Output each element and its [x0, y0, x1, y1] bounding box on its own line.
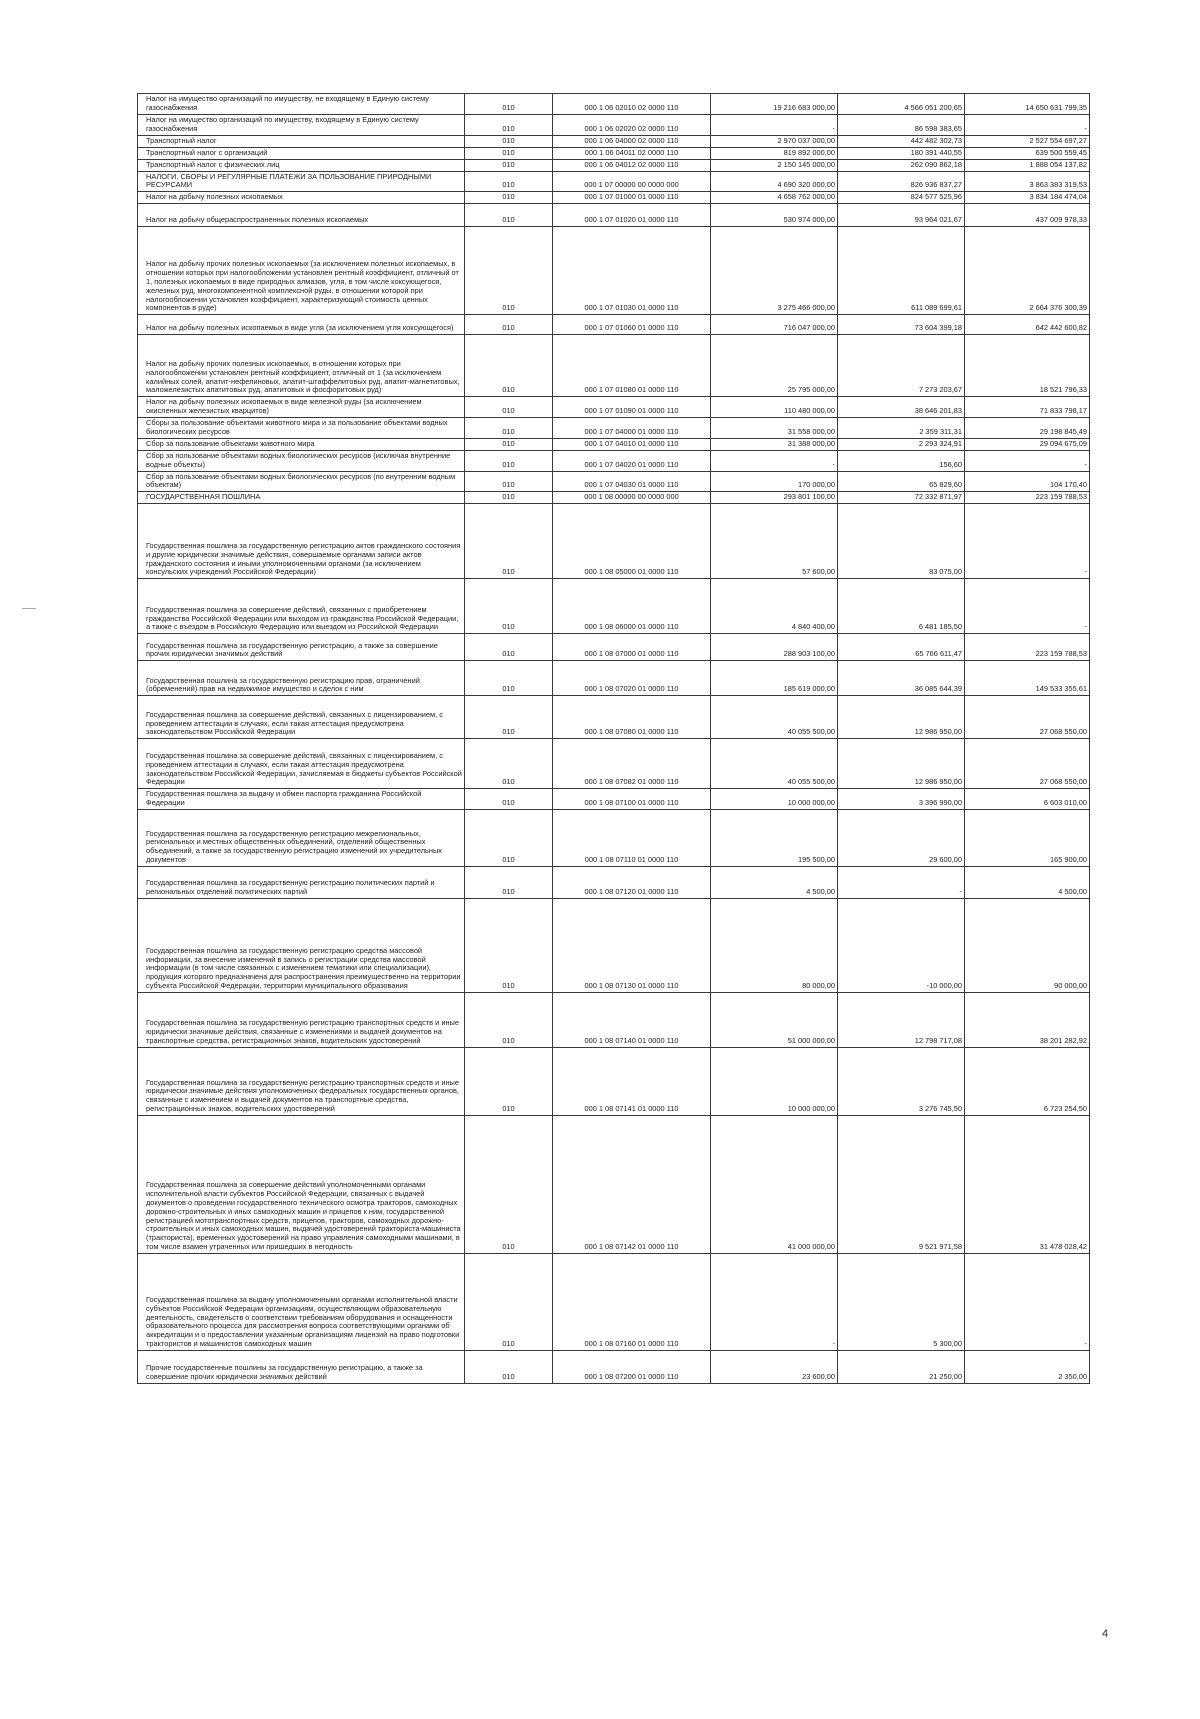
table-body	[138, 94, 1090, 1384]
row-executed-cell: -	[838, 867, 965, 899]
table-row	[138, 789, 1090, 810]
row-assigned-cell: 195 500,00	[711, 810, 838, 867]
row-name-cell	[138, 227, 465, 315]
row-kbk-cell: 000 1 08 07140 01 0000 110	[553, 993, 711, 1048]
row-assigned-cell: 170 000,00	[711, 471, 838, 492]
row-name-cell	[138, 135, 465, 147]
row-name-text: Налог на имущество организаций по имуществу, входящему в Единую систему газоснабжения	[146, 114, 419, 133]
row-unexecuted-cell: 2 664 376 300,39	[965, 227, 1090, 315]
row-kbk-cell: 000 1 06 04011 02 0000 110	[553, 147, 711, 159]
row-name-cell	[138, 867, 465, 899]
row-name-cell	[138, 335, 465, 397]
row-name-text: Налог на добычу полезных ископаемых	[146, 192, 283, 202]
row-assigned-cell: 40 055 500,00	[711, 739, 838, 789]
table-row	[138, 450, 1090, 471]
row-code-cell: 010	[465, 471, 553, 492]
row-unexecuted-cell: 639 500 559,45	[965, 147, 1090, 159]
row-name-cell	[138, 159, 465, 171]
row-unexecuted-cell: 6 603 010,00	[965, 789, 1090, 810]
row-assigned-cell: 31 388 000,00	[711, 438, 838, 450]
row-name-text: Государственная пошлина за государственную регистрацию, а также за совершение прочих юридически значимых действий	[146, 640, 438, 659]
row-unexecuted-cell: 223 159 788,53	[965, 492, 1090, 504]
row-assigned-cell: 530 974 000,00	[711, 204, 838, 227]
row-assigned-cell: -	[711, 1254, 838, 1351]
table-row	[138, 1048, 1090, 1116]
row-code-cell: 010	[465, 504, 553, 579]
table-row	[138, 438, 1090, 450]
row-assigned-cell: 4 840 400,00	[711, 579, 838, 634]
row-name-cell	[138, 579, 465, 634]
row-code-cell: 010	[465, 1351, 553, 1384]
row-name-cell	[138, 1048, 465, 1116]
row-code-cell: 010	[465, 696, 553, 739]
row-name-text: Государственная пошлина за совершение действий, связанных с лицензированием, с проведением аттестации в случаях, если такая аттестация предусмотрена законодательством Российской Федерации	[146, 709, 443, 737]
table-row	[138, 899, 1090, 993]
row-unexecuted-cell: 29 198 845,49	[965, 418, 1090, 439]
row-code-cell: 010	[465, 335, 553, 397]
row-unexecuted-cell: 3 863 383 319,53	[965, 171, 1090, 192]
row-name-text: Налог на добычу полезных ископаемых в виде угля (за исключением угля коксующегося)	[146, 323, 454, 333]
row-assigned-cell: 41 000 000,00	[711, 1116, 838, 1254]
row-code-cell: 010	[465, 204, 553, 227]
row-unexecuted-cell: 27 068 550,00	[965, 739, 1090, 789]
row-name-cell	[138, 1351, 465, 1384]
row-name-text: Налог на добычу общераспространенных полезных ископаемых	[146, 215, 369, 225]
row-name-text: Государственная пошлина за государственную регистрацию прав, ограничений (обременений) прав на недвижимое имущество и сделок с ним	[146, 675, 420, 694]
report-table-container	[137, 93, 1089, 1384]
row-name-cell	[138, 634, 465, 661]
row-assigned-cell: 57 600,00	[711, 504, 838, 579]
row-code-cell: 010	[465, 135, 553, 147]
row-code-cell: 010	[465, 899, 553, 993]
row-executed-cell: 9 521 971,58	[838, 1116, 965, 1254]
row-unexecuted-cell: 3 834 184 474,04	[965, 192, 1090, 204]
row-name-cell	[138, 315, 465, 335]
row-kbk-cell: 000 1 06 02020 02 0000 110	[553, 114, 711, 135]
row-kbk-cell: 000 1 07 04000 01 0000 110	[553, 418, 711, 439]
row-name-text: Государственная пошлина за государственную регистрацию политических партий и региональных отделений политических партий	[146, 878, 435, 897]
row-executed-cell: 12 986 950,00	[838, 739, 965, 789]
row-executed-cell: 824 577 525,96	[838, 192, 965, 204]
table-row	[138, 227, 1090, 315]
row-executed-cell: 12 798 717,08	[838, 993, 965, 1048]
row-assigned-cell: 185 619 000,00	[711, 661, 838, 696]
row-executed-cell: 73 604 399,18	[838, 315, 965, 335]
table-row	[138, 504, 1090, 579]
row-unexecuted-cell: -	[965, 450, 1090, 471]
row-name-text: Налог на имущество организаций по имуществу, не входящему в Единую систему газоснабжения	[146, 94, 429, 112]
row-kbk-cell: 000 1 07 01020 01 0000 110	[553, 204, 711, 227]
row-name-text: Государственная пошлина за государственную регистрацию межрегиональных, региональных и местных общественных объединений, отделений общественных объединений, а также за государственную регистрацию изменений их учредительных документов	[146, 828, 442, 865]
row-assigned-cell: 4 500,00	[711, 867, 838, 899]
table-row	[138, 810, 1090, 867]
row-executed-cell: 65 766 611,47	[838, 634, 965, 661]
table-row	[138, 147, 1090, 159]
row-executed-cell: 86 598 383,65	[838, 114, 965, 135]
row-unexecuted-cell: 149 533 355,61	[965, 661, 1090, 696]
row-executed-cell: 5 300,00	[838, 1254, 965, 1351]
row-name-cell	[138, 696, 465, 739]
table-row	[138, 204, 1090, 227]
row-unexecuted-cell: -	[965, 1254, 1090, 1351]
row-unexecuted-cell: 437 009 978,33	[965, 204, 1090, 227]
row-name-text: Государственная пошлина за государственную регистрацию актов гражданского состояния и другие юридически значимые действия, совершаемые органами записи актов гражданского состояния и иными уполномоченными органами (за исключением консульских учреждений Российской Федерации)	[146, 540, 461, 577]
row-name-text: Налог на добычу прочих полезных ископаемых, в отношении которых при налогообложении установлен рентный коэффициент, отличный от 1 (за исключением калийных солей, апатит-нефелиновых, апатит-штаффелитовых руд, апатит-магнетитовых, маложелезистых апатитовых руд, апатитовых и фосфоритовых руд)	[146, 358, 460, 395]
table-row	[138, 135, 1090, 147]
row-name-text: Государственная пошлина за государственную регистрацию средства массовой информации, за внесение изменений в запись о регистрации средства массовой информации (в том числе связанных с изменением тематики или специализации), продукция которого предназначена для распространения преимущественно на территории субъекта Российской Федерации, территории муниципального образования	[146, 945, 461, 991]
row-name-text: Государственная пошлина за выдачу уполномоченными органами исполнительной власти субъектов Российской Федерации организациям, осуществляющим образовательную деятельность, свидетельств о соответствии требованиям оборудования и оснащенности образовательного процесса для рассмотрения вопроса соответствующими органами об аккредитации и о предоставлении указанным организациям лицензий на право подготовки трактористов и машинистов самоходных машин	[146, 1294, 460, 1349]
row-name-cell	[138, 661, 465, 696]
row-kbk-cell: 000 1 08 07160 01 0000 110	[553, 1254, 711, 1351]
row-executed-cell: 2 359 311,31	[838, 418, 965, 439]
table-row	[138, 114, 1090, 135]
table-row	[138, 94, 1090, 115]
row-assigned-cell: 819 892 000,00	[711, 147, 838, 159]
row-executed-cell: 12 986 950,00	[838, 696, 965, 739]
row-unexecuted-cell: -	[965, 504, 1090, 579]
row-name-text: Сбор за пользование объектами водных биологических ресурсов (по внутренним водным объектам)	[146, 471, 456, 490]
row-assigned-cell: -	[711, 450, 838, 471]
row-name-text: Прочие государственные пошлины за государственную регистрацию, а также за совершение прочих юридически значимых действий	[146, 1363, 423, 1382]
row-name-cell	[138, 739, 465, 789]
row-unexecuted-cell: 223 159 788,53	[965, 634, 1090, 661]
row-unexecuted-cell: 2 527 554 697,27	[965, 135, 1090, 147]
row-unexecuted-cell: -	[965, 114, 1090, 135]
row-executed-cell: 65 829,60	[838, 471, 965, 492]
row-kbk-cell: 000 1 08 07080 01 0000 110	[553, 696, 711, 739]
row-executed-cell: 29 600,00	[838, 810, 965, 867]
row-code-cell: 010	[465, 315, 553, 335]
row-unexecuted-cell: 27 068 550,00	[965, 696, 1090, 739]
row-executed-cell: 611 089 699,61	[838, 227, 965, 315]
table-row	[138, 1351, 1090, 1384]
table-row	[138, 171, 1090, 192]
row-assigned-cell: 2 970 037 000,00	[711, 135, 838, 147]
row-assigned-cell: 288 903 100,00	[711, 634, 838, 661]
margin-mark	[22, 608, 36, 609]
row-name-cell	[138, 94, 465, 115]
row-assigned-cell: 2 150 145 000,00	[711, 159, 838, 171]
row-unexecuted-cell: 165 900,00	[965, 810, 1090, 867]
row-executed-cell: 156,60	[838, 450, 965, 471]
row-code-cell: 010	[465, 867, 553, 899]
row-name-text: Государственная пошлина за выдачу и обмен паспорта гражданина Российской Федерации	[146, 789, 422, 808]
row-kbk-cell: 000 1 07 01090 01 0000 110	[553, 397, 711, 418]
table-row	[138, 335, 1090, 397]
table-row	[138, 634, 1090, 661]
row-unexecuted-cell: 31 478 028,42	[965, 1116, 1090, 1254]
row-kbk-cell: 000 1 08 07110 01 0000 110	[553, 810, 711, 867]
row-code-cell: 010	[465, 789, 553, 810]
row-name-text: Государственная пошлина за совершение действий, связанных с приобретением гражданства Российской Федерации или выходом из гражданства Российской Федерации, а также с въездом в Российскую Федерацию или выездом из Российской Федерации	[146, 604, 459, 632]
table-row	[138, 418, 1090, 439]
row-name-cell	[138, 397, 465, 418]
row-unexecuted-cell: -	[965, 579, 1090, 634]
row-executed-cell: 4 566 051 200,65	[838, 94, 965, 115]
row-name-cell	[138, 450, 465, 471]
row-kbk-cell: 000 1 08 07082 01 0000 110	[553, 739, 711, 789]
row-kbk-cell: 000 1 08 07142 01 0000 110	[553, 1116, 711, 1254]
row-executed-cell: 36 085 644,39	[838, 661, 965, 696]
row-assigned-cell: 31 558 000,00	[711, 418, 838, 439]
row-executed-cell: 6 481 185,50	[838, 579, 965, 634]
row-code-cell: 010	[465, 147, 553, 159]
row-code-cell: 010	[465, 438, 553, 450]
row-kbk-cell: 000 1 07 04010 01 0000 110	[553, 438, 711, 450]
row-executed-cell: 83 075,00	[838, 504, 965, 579]
row-code-cell: 010	[465, 397, 553, 418]
row-executed-cell: 442 482 302,73	[838, 135, 965, 147]
row-code-cell: 010	[465, 634, 553, 661]
row-unexecuted-cell: 2 350,00	[965, 1351, 1090, 1384]
row-executed-cell: 826 936 837,27	[838, 171, 965, 192]
row-unexecuted-cell: 29 094 675,09	[965, 438, 1090, 450]
row-unexecuted-cell: 14 650 631 799,35	[965, 94, 1090, 115]
row-executed-cell: 2 293 324,91	[838, 438, 965, 450]
table-row	[138, 192, 1090, 204]
table-row	[138, 315, 1090, 335]
row-unexecuted-cell: 1 888 054 137,82	[965, 159, 1090, 171]
row-assigned-cell: 19 216 683 000,00	[711, 94, 838, 115]
row-executed-cell: 3 396 990,00	[838, 789, 965, 810]
row-kbk-cell: 000 1 07 04030 01 0000 110	[553, 471, 711, 492]
row-unexecuted-cell: 4 500,00	[965, 867, 1090, 899]
row-name-text: Государственная пошлина за государственную регистрацию транспортных средств и иные юридически значимые действия уполномоченных федеральных государственных органов, связанные с изменением и выдачей документов на транспортные средства, регистрационных знаков, водительских удостоверений	[146, 1077, 459, 1114]
row-name-text: Сборы за пользование объектами животного мира и за пользование объектами водных биологических ресурсов	[146, 418, 448, 436]
row-name-cell	[138, 1254, 465, 1351]
row-assigned-cell: 4 658 762 000,00	[711, 192, 838, 204]
row-code-cell: 010	[465, 114, 553, 135]
row-name-text: Государственная пошлина за совершение действий уполномоченными органами исполнительной власти субъектов Российской Федерации, связанных с выдачей документов о проведении государственного технического осмотра тракторов, самоходных дорожно-строительных и иных самоходных машин и прицепов к ним, государственной регистрацией мототранспортных средств, прицепов, тракторов, самоходных дорожно-строительных и иных самоходных машин, выдачей удостоверений тракториста-машиниста (тракториста), временных удостоверений на право управления самоходными машинами, в том числе взамен утраченных или пришедших в негодность	[146, 1180, 461, 1252]
row-assigned-cell: 80 000,00	[711, 899, 838, 993]
row-name-cell	[138, 204, 465, 227]
row-code-cell: 010	[465, 171, 553, 192]
row-unexecuted-cell: 642 442 600,82	[965, 315, 1090, 335]
row-code-cell: 010	[465, 492, 553, 504]
row-executed-cell: 38 646 201,83	[838, 397, 965, 418]
row-code-cell: 010	[465, 227, 553, 315]
revenue-table	[137, 93, 1090, 1384]
row-code-cell: 010	[465, 94, 553, 115]
table-row	[138, 579, 1090, 634]
row-unexecuted-cell: 90 000,00	[965, 899, 1090, 993]
row-code-cell: 010	[465, 159, 553, 171]
row-kbk-cell: 000 1 08 00000 00 0000 000	[553, 492, 711, 504]
row-kbk-cell: 000 1 08 07200 01 0000 110	[553, 1351, 711, 1384]
row-kbk-cell: 000 1 08 07120 01 0000 110	[553, 867, 711, 899]
row-unexecuted-cell: 18 521 796,33	[965, 335, 1090, 397]
row-code-cell: 010	[465, 418, 553, 439]
row-assigned-cell: 4 690 320 000,00	[711, 171, 838, 192]
row-code-cell: 010	[465, 810, 553, 867]
row-executed-cell: 3 276 745,50	[838, 1048, 965, 1116]
row-name-text: Налог на добычу прочих полезных ископаемых (за исключением полезных ископаемых, в отношении которых при налогообложении установлен рентный коэффициент, отличный от 1, полезных ископаемых в виде природных алмазов, угля, в том числе коксующегося, железных руд, многокомпонентной комплексной руды, в отношении которой при налогообложении установлен коэффициент, характеризующий стоимость ценных компонентов в руде)	[146, 259, 459, 313]
row-kbk-cell: 000 1 08 05000 01 0000 110	[553, 504, 711, 579]
row-name-text: ГОСУДАРСТВЕННАЯ ПОШЛИНА	[146, 492, 261, 502]
row-name-cell	[138, 810, 465, 867]
row-kbk-cell: 000 1 08 07130 01 0000 110	[553, 899, 711, 993]
table-row	[138, 397, 1090, 418]
row-code-cell: 010	[465, 192, 553, 204]
row-kbk-cell: 000 1 08 07100 01 0000 110	[553, 789, 711, 810]
row-kbk-cell: 000 1 07 04020 01 0000 110	[553, 450, 711, 471]
row-executed-cell: 262 090 862,18	[838, 159, 965, 171]
table-row	[138, 993, 1090, 1048]
row-assigned-cell: 110 480 000,00	[711, 397, 838, 418]
row-code-cell: 010	[465, 661, 553, 696]
row-name-cell	[138, 504, 465, 579]
row-unexecuted-cell: 6 723 254,50	[965, 1048, 1090, 1116]
row-name-cell	[138, 171, 465, 192]
row-kbk-cell: 000 1 07 01080 01 0000 110	[553, 335, 711, 397]
row-kbk-cell: 000 1 06 04000 02 0000 110	[553, 135, 711, 147]
table-row	[138, 661, 1090, 696]
row-name-cell	[138, 789, 465, 810]
page-number: 4	[1102, 1628, 1109, 1640]
row-name-cell	[138, 192, 465, 204]
row-name-cell	[138, 1116, 465, 1254]
table-row	[138, 1254, 1090, 1351]
row-name-text: Сбор за пользование объектами водных биологических ресурсов (исключая внутренние водные объекты)	[146, 450, 451, 469]
table-row	[138, 696, 1090, 739]
row-unexecuted-cell: 71 833 798,17	[965, 397, 1090, 418]
row-assigned-cell: 716 047 000,00	[711, 315, 838, 335]
row-kbk-cell: 000 1 07 01030 01 0000 110	[553, 227, 711, 315]
row-assigned-cell: 25 795 000,00	[711, 335, 838, 397]
row-name-text: Налог на добычу полезных ископаемых в виде железной руды (за исключением окисленных железистых кварцитов)	[146, 397, 422, 416]
row-kbk-cell: 000 1 08 07141 01 0000 110	[553, 1048, 711, 1116]
row-code-cell: 010	[465, 993, 553, 1048]
table-row	[138, 1116, 1090, 1254]
row-code-cell: 010	[465, 450, 553, 471]
row-kbk-cell: 000 1 06 04012 02 0000 110	[553, 159, 711, 171]
row-unexecuted-cell: 104 170,40	[965, 471, 1090, 492]
row-name-text: Государственная пошлина за государственную регистрацию транспортных средств и иные юридически значимые действия, связанные с изменениями и выдачей документов на транспортные средства, регистрационных знаков, водительских удостоверений	[146, 1018, 459, 1046]
table-row	[138, 867, 1090, 899]
row-kbk-cell: 000 1 08 07000 01 0000 110	[553, 634, 711, 661]
row-assigned-cell: 293 801 100,00	[711, 492, 838, 504]
row-name-cell	[138, 438, 465, 450]
row-name-cell	[138, 471, 465, 492]
row-executed-cell: 93 964 021,67	[838, 204, 965, 227]
row-name-cell	[138, 993, 465, 1048]
table-row	[138, 492, 1090, 504]
row-assigned-cell: 3 275 466 000,00	[711, 227, 838, 315]
row-name-cell	[138, 147, 465, 159]
row-name-cell	[138, 114, 465, 135]
row-kbk-cell: 000 1 07 01060 01 0000 110	[553, 315, 711, 335]
row-executed-cell: -10 000,00	[838, 899, 965, 993]
row-kbk-cell: 000 1 08 06000 01 0000 110	[553, 579, 711, 634]
row-assigned-cell: 10 000 000,00	[711, 1048, 838, 1116]
row-kbk-cell: 000 1 07 01000 01 0000 110	[553, 192, 711, 204]
row-kbk-cell: 000 1 06 02010 02 0000 110	[553, 94, 711, 115]
table-row	[138, 471, 1090, 492]
row-name-text: Сбор за пользование объектами животного мира	[146, 438, 315, 448]
row-code-cell: 010	[465, 1116, 553, 1254]
row-assigned-cell: -	[711, 114, 838, 135]
row-name-text: НАЛОГИ, СБОРЫ И РЕГУЛЯРНЫЕ ПЛАТЕЖИ ЗА ПОЛЬЗОВАНИЕ ПРИРОДНЫМИ РЕСУРСАМИ	[146, 171, 432, 190]
row-code-cell: 010	[465, 1254, 553, 1351]
row-kbk-cell: 000 1 07 00000 00 0000 000	[553, 171, 711, 192]
row-executed-cell: 72 332 871,97	[838, 492, 965, 504]
row-name-text: Транспортный налог	[146, 135, 217, 145]
table-row	[138, 159, 1090, 171]
table-row	[138, 739, 1090, 789]
row-kbk-cell: 000 1 08 07020 01 0000 110	[553, 661, 711, 696]
row-executed-cell: 180 391 440,55	[838, 147, 965, 159]
row-code-cell: 010	[465, 1048, 553, 1116]
row-executed-cell: 21 250,00	[838, 1351, 965, 1384]
row-code-cell: 010	[465, 739, 553, 789]
row-assigned-cell: 10 000 000,00	[711, 789, 838, 810]
row-name-text: Транспортный налог с физических лиц	[146, 159, 280, 169]
row-assigned-cell: 51 000 000,00	[711, 993, 838, 1048]
row-assigned-cell: 40 055 500,00	[711, 696, 838, 739]
row-name-cell	[138, 899, 465, 993]
row-assigned-cell: 23 600,00	[711, 1351, 838, 1384]
row-name-text: Транспортный налог с организаций	[146, 147, 268, 157]
row-name-cell	[138, 492, 465, 504]
row-executed-cell: 7 273 203,67	[838, 335, 965, 397]
row-name-cell	[138, 418, 465, 439]
row-unexecuted-cell: 38 201 282,92	[965, 993, 1090, 1048]
row-name-text: Государственная пошлина за совершение действий, связанных с лицензированием, с проведением аттестации в случаях, если такая аттестация предусмотрена законодательством Российской Федерации, зачисляемая в бюджеты субъектов Российской Федерации	[146, 750, 462, 787]
row-code-cell: 010	[465, 579, 553, 634]
